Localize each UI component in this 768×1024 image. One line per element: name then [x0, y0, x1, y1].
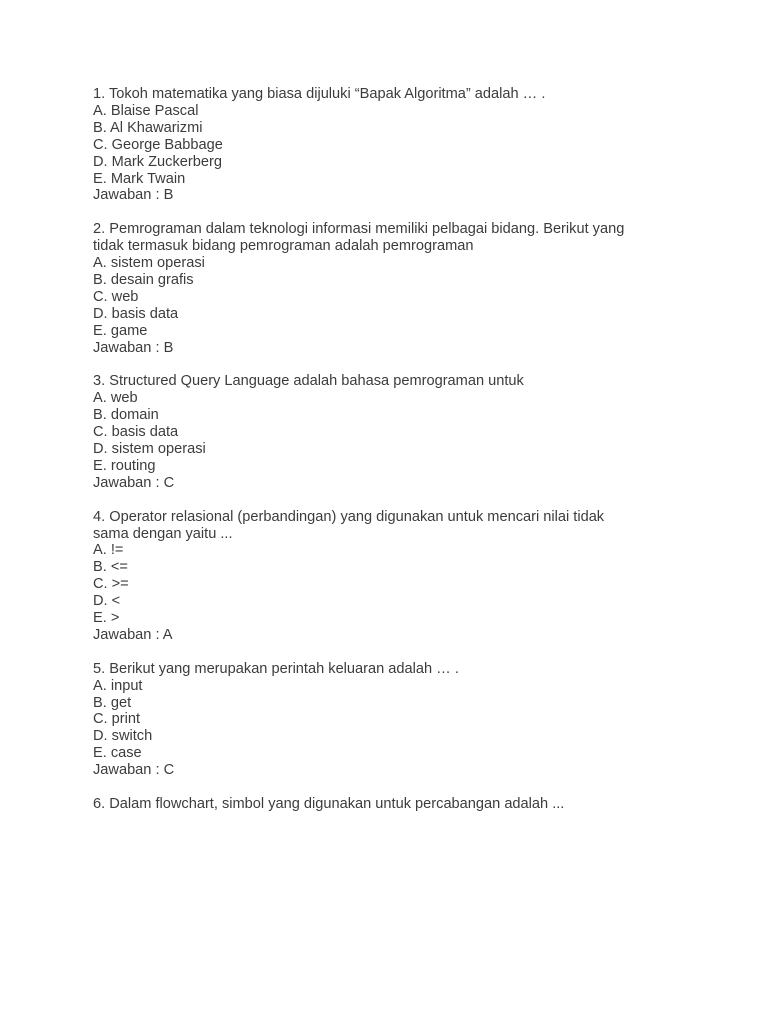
- answer-option: E. >: [93, 610, 120, 627]
- question-number: 2.: [93, 221, 106, 238]
- answer-key: Jawaban : A: [93, 626, 173, 643]
- question-block: [93, 661, 713, 779]
- answer-option: A. !=: [93, 542, 124, 559]
- question-block: [93, 509, 713, 644]
- answer-option: D. <: [93, 593, 121, 610]
- answer-option: E. Mark Twain: [93, 170, 186, 187]
- question-number: 5.: [93, 660, 106, 677]
- question-text-line: [93, 526, 713, 543]
- question-text: Dalam flowchart, simbol yang digunakan untuk percabangan adalah ...: [109, 795, 565, 812]
- answer-option: B. desain grafis: [93, 271, 194, 288]
- question-text-line: [93, 86, 713, 103]
- question-text: Tokoh matematika yang biasa dijuluki “Bapak Algoritma” adalah … .: [108, 86, 546, 102]
- question-text-line: [93, 509, 713, 526]
- answer-option: D. sistem operasi: [93, 441, 206, 457]
- question-block: [93, 221, 713, 356]
- question-text: Operator relasional (perbandingan) yang digunakan untuk mencari nilai tidak: [109, 508, 605, 525]
- question-text: Pemrograman dalam teknologi informasi memiliki pelbagai bidang. Berikut yang: [109, 221, 625, 238]
- answer-option: C. print: [93, 711, 141, 728]
- answer-option: B. Al Khawarizmi: [93, 119, 203, 136]
- question-text-line: [93, 661, 713, 678]
- answer-option: A. input: [93, 677, 143, 694]
- answer-option: B. <=: [93, 559, 128, 576]
- answer-option: A. sistem operasi: [93, 255, 205, 272]
- question-block: [93, 796, 713, 813]
- question-text-line: [93, 238, 713, 255]
- question-block: [93, 373, 713, 491]
- answer-option: A. Blaise Pascal: [93, 102, 199, 119]
- answer-key: Jawaban : C: [93, 474, 175, 491]
- question-text: Structured Query Language adalah bahasa pemrograman untuk: [109, 373, 524, 390]
- answer-option: C. basis data: [93, 424, 179, 441]
- answer-option: D. switch: [93, 728, 153, 745]
- answer-key: Jawaban : B: [93, 187, 174, 204]
- answer-option: E. case: [93, 745, 142, 762]
- answer-option: D. basis data: [93, 305, 179, 322]
- question-block: [93, 86, 713, 204]
- question-number: 1.: [93, 86, 106, 102]
- answer-key: Jawaban : B: [93, 339, 174, 356]
- answer-option: C. George Babbage: [93, 136, 223, 153]
- question-text-line: [93, 373, 713, 390]
- answer-option: C. web: [93, 288, 139, 305]
- answer-option: E. routing: [93, 457, 156, 474]
- question-number: 3.: [93, 373, 106, 390]
- answer-option: E. game: [93, 322, 148, 339]
- question-text: Berikut yang merupakan perintah keluaran adalah … .: [109, 660, 459, 677]
- answer-option: B. domain: [93, 407, 159, 424]
- document-page: [93, 86, 713, 830]
- answer-option: C. >=: [93, 576, 129, 593]
- answer-option: A. web: [93, 390, 138, 407]
- answer-option: D. Mark Zuckerberg: [93, 153, 222, 170]
- question-text-line: [93, 796, 713, 813]
- question-text-line: [93, 221, 713, 238]
- question-text: tidak termasuk bidang pemrograman adalah pemrograman: [93, 238, 474, 255]
- question-number: 6.: [93, 795, 106, 812]
- answer-key: Jawaban : C: [93, 762, 175, 779]
- answer-option: B. get: [93, 694, 132, 711]
- question-number: 4.: [93, 508, 106, 525]
- question-text: sama dengan yaitu ...: [93, 525, 233, 542]
